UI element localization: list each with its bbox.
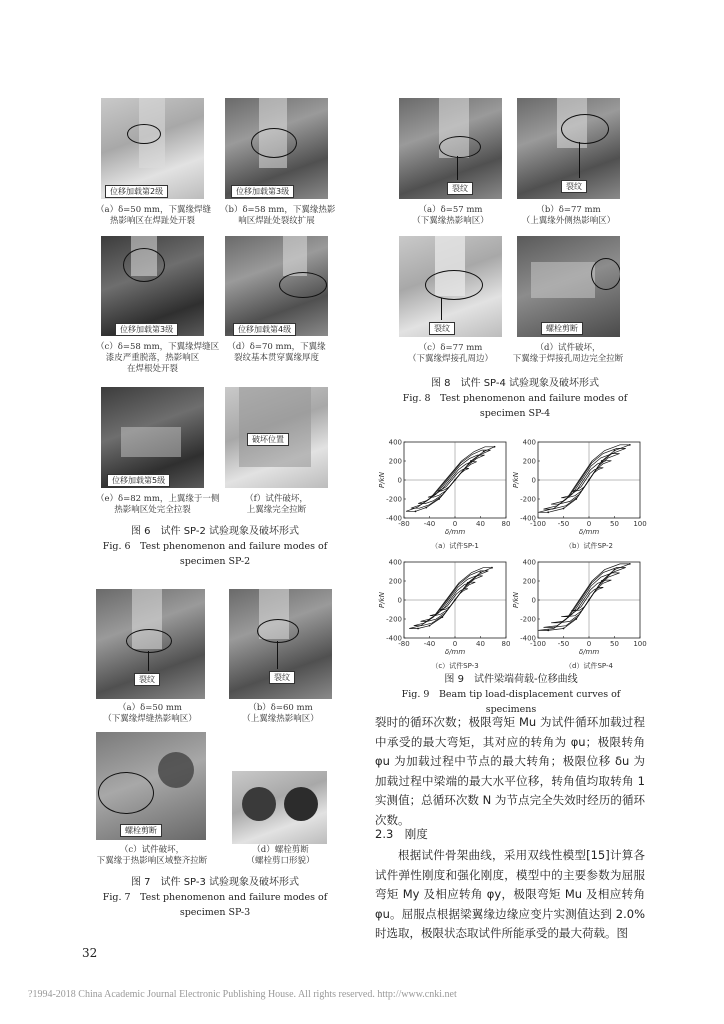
fig6-tag-b: 位移加载第3级 (231, 185, 294, 198)
chart-title: （d）试件SP-4 (565, 662, 613, 670)
y-tick-label: 400 (388, 558, 402, 567)
fig7-photo-b (229, 589, 332, 699)
fig6-sub-e-1: （e）δ=82 mm，上翼缘于一侧 (96, 494, 220, 504)
x-tick-label: -50 (557, 520, 570, 528)
fig8-title-en-1: Fig. 8 Test phenomenon and failure modes of (402, 393, 628, 404)
fig6-tag-a: 位移加载第2级 (105, 185, 168, 198)
data-point (429, 625, 431, 627)
fig7-sub-a-2: （下翼缘焊缝热影响区） (103, 714, 197, 724)
y-axis-label: P/kN (512, 472, 520, 488)
chart-title: （a）试件SP-1 (431, 542, 479, 550)
fig6-photo-b (225, 98, 328, 199)
y-axis-label: P/kN (378, 592, 386, 608)
fig7-sub-d-1: （d）螺栓剪断 (252, 845, 309, 855)
y-tick-label: -200 (386, 495, 402, 504)
fig6-sub-b-1: （b）δ=58 mm，下翼缘热影 (220, 205, 336, 215)
y-tick-label: 0 (397, 476, 402, 485)
data-point (480, 572, 482, 574)
data-point (629, 563, 631, 565)
x-axis-label: δ/mm (578, 648, 600, 656)
fig9-caption (378, 672, 644, 717)
fig6-photo-a (101, 98, 204, 199)
y-axis-label: P/kN (378, 472, 386, 488)
fig8-title-en-2: specimen SP-4 (479, 408, 551, 419)
fig6-sub-d-2: 裂纹基本贯穿翼缘厚度 (233, 353, 319, 363)
y-tick-label: 200 (388, 457, 402, 466)
footer: ?1994-2018 China Academic Journal Electronic Publishing House. All rights reserved. http://www.cnki.net (28, 989, 457, 1000)
y-tick-label: -200 (520, 615, 536, 624)
x-tick-label: 100 (633, 640, 647, 648)
fig6-photo-c (101, 236, 204, 336)
data-point (614, 450, 616, 452)
page-number: 32 (82, 946, 98, 960)
data-point (470, 460, 472, 462)
data-point (494, 446, 496, 448)
fig7-sub-b-2: （上翼缘热影响区） (242, 714, 319, 724)
fig6-sub-f-1: （f）试件破坏， (245, 494, 308, 504)
fig7-photo-c (96, 732, 206, 840)
data-point (415, 510, 417, 512)
y-tick-label: 0 (531, 596, 536, 605)
fig6-tag-f: 破坏位置 (247, 433, 289, 446)
fig9-title-en: Fig. 9 Beam tip load-displacement curves of specimens (401, 689, 621, 715)
y-tick-label: 0 (531, 476, 536, 485)
fig8-sub-d-2: 下翼缘于焊接孔周边完全拉断 (512, 354, 624, 364)
chart-title: （b）试件SP-2 (565, 542, 613, 550)
y-tick-label: -400 (520, 634, 536, 643)
fig7-sub-c-1: （c）试件破坏， (119, 845, 185, 855)
y-tick-label: -200 (386, 615, 402, 624)
y-tick-label: -400 (386, 514, 402, 523)
data-point (483, 451, 485, 453)
x-tick-label: -50 (557, 640, 570, 648)
fig7-sub-a-1: （a）δ=50 mm (118, 703, 182, 713)
x-tick-label: -40 (423, 640, 436, 648)
data-point (438, 498, 440, 500)
fig6-sub-c-2: 漆皮严重脱落，热影响区 (105, 353, 200, 363)
x-tick-label: 40 (476, 640, 485, 648)
data-point (563, 628, 565, 630)
y-tick-label: 400 (522, 558, 536, 567)
fig7-title-en-2: specimen SP-3 (179, 907, 251, 918)
data-point (629, 444, 631, 446)
x-tick-label: 0 (452, 640, 458, 648)
x-tick-label: 0 (586, 520, 592, 528)
data-point (575, 498, 577, 500)
fig6-title-en-1: Fig. 6 Test phenomenon and failure modes of (102, 541, 328, 552)
y-tick-label: 400 (522, 438, 536, 447)
chart-sp3 (378, 560, 510, 682)
fig8-photo-d (517, 236, 620, 337)
fig8-photo-a (399, 98, 502, 199)
data-point (601, 580, 603, 582)
x-tick-label: 50 (610, 640, 619, 648)
x-axis-label: δ/mm (578, 528, 600, 536)
fig7-sub-b-1: （b）δ=60 mm (248, 703, 313, 713)
y-tick-label: 400 (388, 438, 402, 447)
fig6-sub-a-1: （a）δ=50 mm，下翼缘焊缝 (96, 205, 211, 215)
fig6-sub-f-2: 上翼缘完全拉断 (246, 505, 307, 515)
data-point (491, 567, 493, 569)
paragraph-2: 根据试件骨架曲线，采用双线性模型[15]计算各试件弹性刚度和强化刚度，模型中的主要参数为屈服弯矩 My 及相应转角 φy，极限弯矩 Mu 及相应转角 φu。屈服点根据梁翼缘边缘应变片实测值达到 2.0% 时选取，极限状态取试件所能承受的最大荷载。图 (375, 848, 645, 940)
fig6-title-zh: 图 6 试件 SP-2 试验现象及破坏形式 (130, 526, 300, 537)
fig8-tag-b: 裂纹 (561, 180, 587, 193)
y-tick-label: -200 (520, 495, 536, 504)
fig8-photo-c (399, 236, 502, 337)
chart-title: （c）试件SP-3 (431, 662, 479, 670)
x-axis-label: δ/mm (444, 648, 466, 656)
x-tick-label: -40 (423, 520, 436, 528)
fig8-sub-b-2: （上翼缘外侧热影响区） (521, 216, 616, 226)
x-tick-label: 50 (610, 520, 619, 528)
y-tick-label: -400 (386, 634, 402, 643)
fig6-tag-d: 位移加载第4级 (233, 323, 296, 336)
chart-sp4 (512, 558, 647, 682)
fig8-tag-d: 螺栓剪断 (541, 322, 583, 335)
data-point (467, 582, 469, 584)
fig7-sub-c-2: 下翼缘于热影响区域整齐拉断 (96, 856, 208, 866)
fig6-sub-d-1: （d）δ=70 mm，下翼缘 (227, 342, 326, 352)
y-tick-label: 0 (397, 596, 402, 605)
x-tick-label: -100 (530, 640, 546, 648)
fig7-title-zh: 图 7 试件 SP-3 试验现象及破坏形式 (130, 877, 300, 888)
x-tick-label: 100 (633, 520, 647, 528)
fig7-photo-a (96, 589, 205, 699)
fig8-sub-c-2: （下翼缘焊接孔周边） (407, 354, 493, 364)
data-point (441, 616, 443, 618)
fig9-title-zh: 图 9 试件梁端荷载-位移曲线 (444, 674, 578, 685)
fig8-sub-c-1: （c）δ=77 mm (418, 343, 483, 353)
data-point (547, 511, 549, 513)
fig8-sub-d-1: （d）试件破坏， (535, 343, 601, 353)
data-point (575, 618, 577, 620)
data-point (547, 630, 549, 632)
fig6-photo-e (101, 387, 204, 488)
x-tick-label: 80 (501, 640, 511, 648)
x-tick-label: 0 (586, 640, 592, 648)
x-tick-label: 0 (452, 520, 458, 528)
fig7-sub-d-2: （螺栓剪口形貌） (246, 856, 315, 866)
fig6-caption (90, 524, 340, 569)
data-point (425, 507, 427, 509)
fig8-caption (390, 376, 640, 421)
fig7-photo-d (232, 771, 327, 844)
data-point (614, 569, 616, 571)
x-tick-label: 80 (501, 520, 511, 528)
y-tick-label: 200 (522, 457, 536, 466)
x-tick-label: -80 (398, 640, 410, 648)
x-tick-label: -80 (398, 520, 410, 528)
y-tick-label: 200 (522, 577, 536, 586)
fig6-sub-c-1: （c）δ=58 mm，下翼缘焊缝区 (96, 342, 220, 352)
x-tick-label: 40 (476, 520, 485, 528)
data-point (563, 508, 565, 510)
fig6-tag-e: 位移加载第5级 (107, 474, 170, 487)
fig6-sub-a-2: 热影响区在焊趾处开裂 (109, 216, 195, 226)
data-point (454, 479, 456, 481)
data-point (454, 599, 456, 601)
section-heading: 2.3 刚度 (375, 827, 428, 841)
data-point (588, 479, 590, 481)
y-tick-label: 200 (388, 577, 402, 586)
fig7-tag-a: 裂纹 (134, 673, 160, 686)
fig8-title-zh: 图 8 试件 SP-4 试验现象及破坏形式 (430, 378, 600, 389)
data-point (417, 628, 419, 630)
fig6-photo-f (225, 387, 328, 488)
fig7-tag-b: 裂纹 (269, 671, 295, 684)
fig8-sub-a-1: （a）δ=57 mm (418, 205, 483, 215)
fig8-photo-b (517, 98, 620, 199)
chart-sp1 (378, 440, 510, 562)
fig6-title-en-2: specimen SP-2 (179, 556, 251, 567)
hysteresis-loop (544, 568, 626, 628)
fig6-sub-b-2: 响区焊趾处裂纹扩展 (238, 216, 315, 226)
chart-sp2 (512, 438, 647, 562)
fig6-tag-c: 位移加载第3级 (115, 323, 178, 336)
fig7-caption (90, 875, 340, 920)
fig6-sub-e-2: 热影响区处完全拉裂 (114, 505, 191, 515)
y-tick-label: -400 (520, 514, 536, 523)
fig8-tag-c: 裂纹 (429, 322, 455, 335)
hysteresis-loop (571, 587, 603, 610)
x-axis-label: δ/mm (444, 528, 466, 536)
fig7-tag-c: 螺栓剪断 (120, 824, 162, 837)
fig8-sub-a-2: （下翼缘热影响区） (412, 216, 489, 226)
fig7-title-en-1: Fig. 7 Test phenomenon and failure modes of (102, 892, 328, 903)
x-tick-label: -100 (530, 520, 546, 528)
data-point (601, 460, 603, 462)
paragraph-1: 裂时的循环次数；极限弯矩 Mu 为试件循环加载过程中承受的最大弯矩，其对应的转角为 φu；极限转角 φu 为加载过程中节点的最大转角；极限位移 δu 为加载过程中梁端的最大水平位移，转角值均取转角 1 实测值；总循环次数 N 为节点完全失效时经历的循环次数。 (375, 715, 645, 827)
y-axis-label: P/kN (512, 592, 520, 608)
fig8-sub-b-1: （b）δ=77 mm (536, 205, 601, 215)
data-point (588, 599, 590, 601)
fig8-tag-a: 裂纹 (447, 182, 473, 195)
fig6-photo-d (225, 236, 328, 336)
fig6-sub-c-3: 在焊根处开裂 (126, 364, 178, 374)
